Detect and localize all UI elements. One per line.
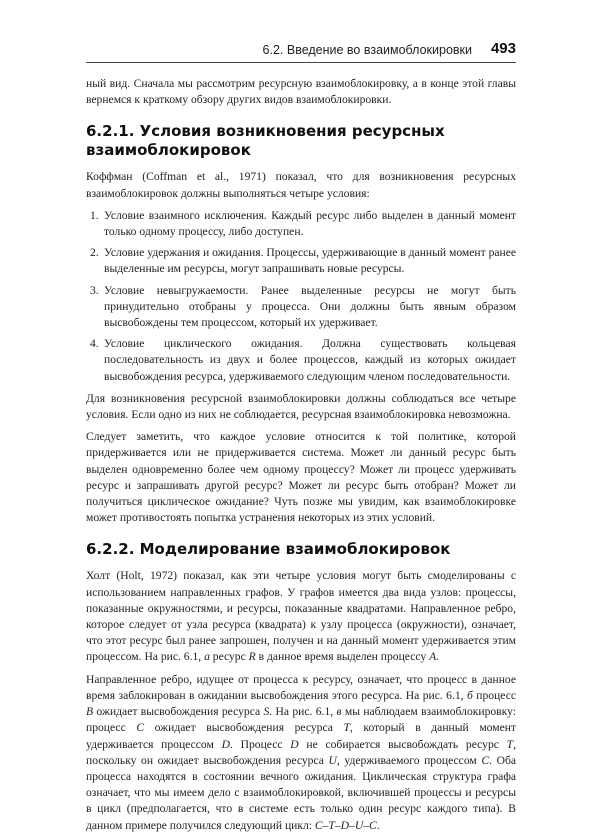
- section1-policy-paragraph: Следует заметить, что каждое условие относится к той политике, которой придерживается или не придерживается система. Может ли данный ресурс быть выделен одновременно более чем одному процессу? Может ли процесс удерживать ресурс и запрашивать другой ресурс? Может ли ресурс быть отобран? Может ли получиться циклическое ожидание? Чуть позже мы увидим, как взаимоблокировке может противостоять попытка устранения некоторых из этих условий.: [86, 430, 516, 525]
- conditions-list: [86, 208, 516, 385]
- section1-lead-paragraph: Коффман (Coffman et al., 1971) показал, что для возникновения ресурсных взаимоблокировок должны выполняться четыре условия:: [86, 170, 516, 200]
- list-item: [86, 208, 516, 240]
- list-item-number: 4.: [90, 337, 99, 351]
- section2-holt-paragraph: Холт (Holt, 1972) показал, как эти четыре условия могут быть смоделированы с использованием направленных графов. У графов имеется два вида узлов: процессы, показанные окружностями, и ресурсы, показанные квадратами. Направленное ребро, которое следует от узла ресурса (квадрата) к узлу процесса (окружности), означает, что этот ресурс был ранее запрошен, получен и на данный момент удерживается этим процессом. На рис. 6.1, а ресурс R в данное время выделен процессу A.: [86, 569, 516, 664]
- list-item-number: 3.: [90, 283, 99, 297]
- list-item-text: Условие взаимного исключения. Каждый ресурс либо выделен в данный момент только одному процессу, либо доступен.: [104, 208, 516, 239]
- list-item: [86, 245, 516, 277]
- section2-deadlock-paragraph: Направленное ребро, идущее от процесса к ресурсу, означает, что процесс в данное время заблокирован в ожидании высвобождения этого ресурса. На рис. 6.1, б процесс B ожидает высвобождения ресурса S. На рис. 6.1, в мы наблюдаем взаимоблокировку: процесс C ожидает высвобождения ресурса T, который в данный момент удерживается процессом D. Процесс D не собирается высвобождать ресурс T, поскольку он ожидает высвобождения ресурса U, удерживаемого процессом C. Оба процесса находятся в состоянии вечного ожидания. Циклическая структура графа означает, что мы имеем дело с взаимоблокировкой, включившей процессы и ресурсы в цикл (предполагается, что в системе есть только один ресурс каждого типа). В данном примере получился следующий цикл: C–T–D–U–C.: [86, 672, 517, 832]
- header-section-title: 6.2. Введение во взаимоблокировки: [262, 43, 472, 57]
- list-item: [86, 336, 516, 385]
- section-heading-6-2-1: 6.2.1. Условия возникновения ресурсных взаимоблокировок: [86, 122, 445, 160]
- section1-conclusion-paragraph: Для возникновения ресурсной взаимоблокировки должны соблюдаться все четыре условия. Если одно из них не соблюдается, ресурсная взаимоблокировка невозможна.: [86, 391, 516, 422]
- list-item: [86, 283, 516, 332]
- list-item-text: Условие невыгружаемости. Ранее выделенные ресурсы не могут быть принудительно отобраны у процесса. Они должны быть явным образом высвобождены тем процессом, который их удерживает.: [104, 283, 516, 330]
- page-body: [86, 76, 516, 840]
- cycle-formula: C–T–D–U–C: [314, 818, 377, 832]
- list-item-number: 1.: [90, 208, 99, 222]
- list-item-text: Условие циклического ожидания. Должна существовать кольцевая последовательность из двух и более процессов, каждый из которых ожидает высвобождения ресурса, удерживаемого следующим членом последовательности.: [104, 337, 516, 383]
- page-number: 493: [490, 40, 516, 57]
- section-heading-6-2-2: 6.2.2. Моделирование взаимоблокировок: [86, 540, 451, 559]
- list-item-number: 2.: [90, 246, 99, 260]
- intro-paragraph: ный вид. Сначала мы рассмотрим ресурсную взаимоблокировку, а в конце этой главы вернемся к краткому обзору других видов взаимоблокировки.: [86, 77, 516, 107]
- running-header: [86, 40, 516, 63]
- list-item-text: Условие удержания и ожидания. Процессы, удерживающие в данный момент ранее выделенные им ресурсы, могут запрашивать новые ресурсы.: [104, 246, 517, 276]
